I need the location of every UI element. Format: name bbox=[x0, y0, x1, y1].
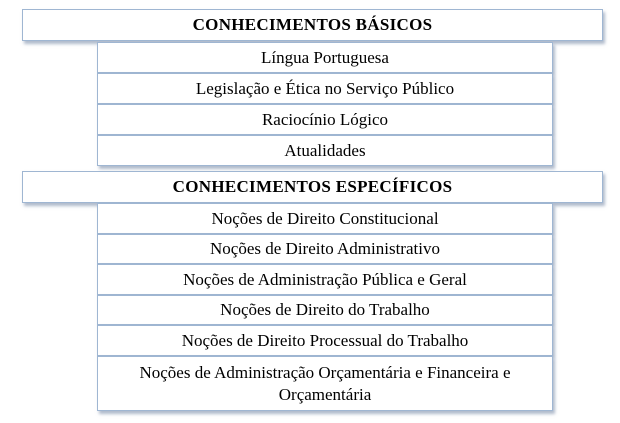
subject-item: Língua Portuguesa bbox=[97, 42, 553, 73]
subject-item: Noções de Administração Orçamentária e Financeira e Orçamentária bbox=[97, 356, 553, 411]
subject-item: Legislação e Ética no Serviço Público bbox=[97, 73, 553, 104]
subject-item: Noções de Direito Administrativo bbox=[97, 234, 553, 264]
section-header-specific: CONHECIMENTOS ESPECÍFICOS bbox=[22, 171, 603, 203]
subject-item: Raciocínio Lógico bbox=[97, 104, 553, 135]
subject-item: Noções de Direito Processual do Trabalho bbox=[97, 325, 553, 356]
subject-item: Noções de Direito Constitucional bbox=[97, 203, 553, 234]
subject-item: Noções de Direito do Trabalho bbox=[97, 295, 553, 325]
subject-item: Noções de Administração Pública e Geral bbox=[97, 264, 553, 295]
subject-item: Atualidades bbox=[97, 135, 553, 166]
section-header-basic: CONHECIMENTOS BÁSICOS bbox=[22, 9, 603, 41]
